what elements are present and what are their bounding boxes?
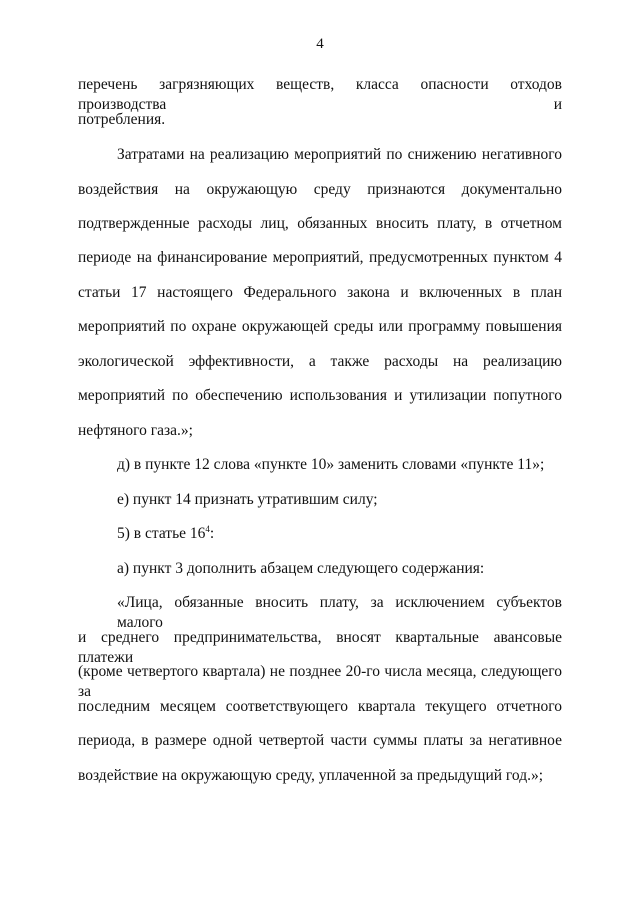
- text-line: воздействия на окружающую среду признаются документально: [78, 181, 562, 198]
- text-line: перечень загрязняющих веществ, класса опасности отходов производства и: [78, 76, 562, 113]
- text-line: периода, в размере одной четвертой части суммы платы за негативное: [78, 732, 562, 749]
- text-line: мероприятий по обеспечению использования и утилизации попутного: [78, 387, 562, 404]
- text-line: потребления.: [78, 111, 166, 128]
- text-line: экологической эффективности, а также расходы на реализацию: [78, 353, 562, 370]
- page-number: 4: [316, 36, 324, 52]
- text-line: последним месяцем соответствующего квартала текущего отчетного: [78, 698, 562, 715]
- text-line: а) пункт 3 дополнить абзацем следующего содержания:: [117, 560, 485, 577]
- article-ref-colon: :: [209, 525, 215, 542]
- text-line: подтвержденные расходы лиц, обязанных вносить плату, в отчетном: [78, 215, 562, 232]
- text-line: е) пункт 14 признать утратившим силу;: [117, 491, 378, 508]
- text-line: периоде на финансирование мероприятий, предусмотренных пунктом 4: [78, 249, 562, 266]
- text-line: статьи 17 настоящего Федерального закона и включенных в план: [78, 284, 562, 301]
- text-line: и среднего предпринимательства, вносят квартальные авансовые платежи: [78, 629, 562, 666]
- article-ref-superscript: 4: [205, 524, 210, 534]
- text-line: нефтяного газа.»;: [78, 422, 193, 439]
- text-line: воздействие на окружающую среду, уплаченной за предыдущий год.»;: [78, 767, 544, 784]
- text-line: (кроме четвертого квартала) не позднее 20-го числа месяца, следующего за: [78, 663, 562, 700]
- text-line: мероприятий по охране окружающей среды или программу повышения: [78, 318, 562, 335]
- text-line: [117, 524, 562, 544]
- text-line: «Лица, обязанные вносить плату, за исключением субъектов малого: [117, 594, 562, 631]
- article-ref-text: 5) в статье 16: [117, 525, 206, 542]
- text-line: Затратами на реализацию мероприятий по снижению негативного: [117, 146, 562, 163]
- text-line: д) в пункте 12 слова «пункте 10» заменить словами «пункте 11»;: [117, 456, 545, 473]
